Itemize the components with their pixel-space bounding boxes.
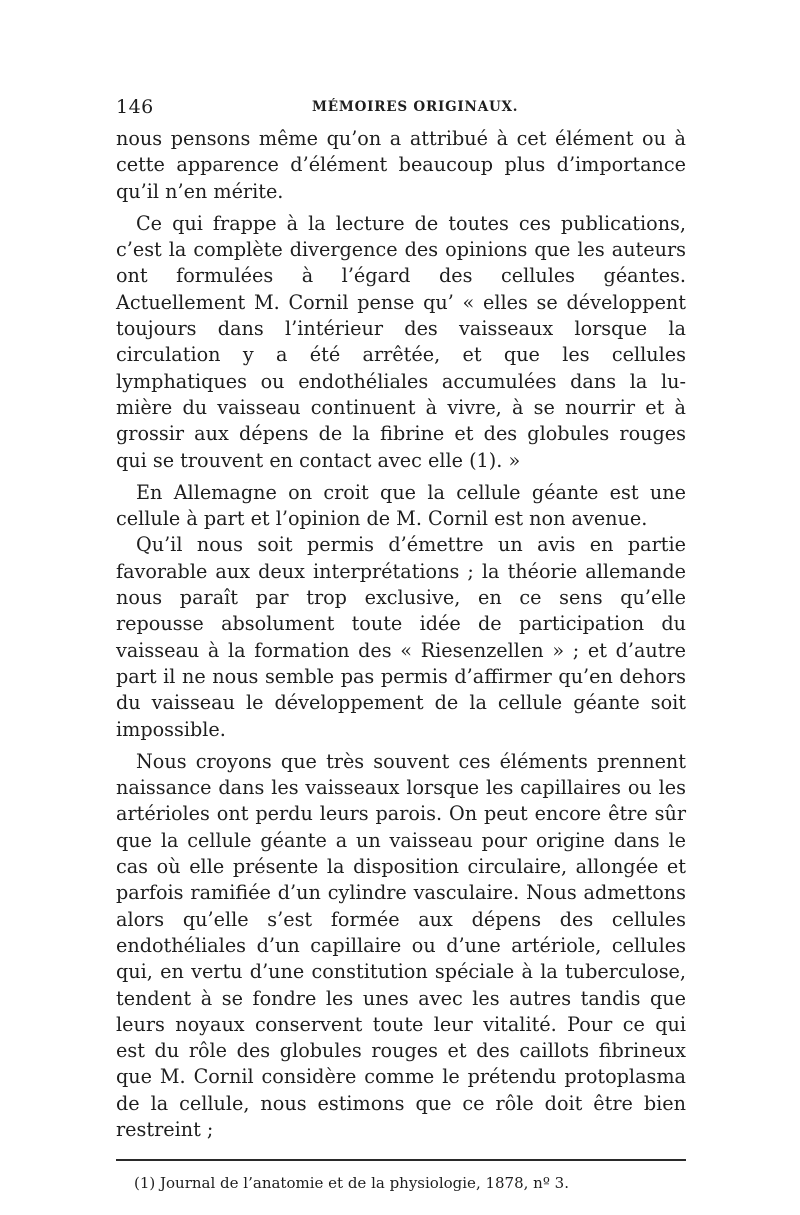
body-text bbox=[116, 126, 686, 1143]
footnote-rule bbox=[116, 1159, 686, 1161]
paragraph-avis: Qu’il nous soit permis d’émettre un avis en partie favorable aux deux interprétations ; la théorie allemande nous paraît par trop exclusive, en ce sens qu’elle repousse absolument toute idée de participation du vaisseau à la formation des « Riesenzellen » ; et d’autre part il ne nous semble pas permis d’affirmer qu’en dehors du vaisseau le développement de la cellule géante soit impossible. bbox=[116, 533, 686, 741]
running-title: MÉMOIRES ORIGINAUX. bbox=[312, 99, 519, 115]
paragraph-continuation: nous pensons même qu’on a attribué à cet élément ou à cette apparence d’élément beaucoup plus d’importance qu’il n’en mérite. bbox=[116, 127, 686, 203]
paragraph-divergence: Ce qui frappe à la lecture de toutes ces publications, c’est la complète divergence des opinions que les auteurs ont formulées à l’égard des cellules géantes. Actuellement M. Cornil pense qu’ « elles se développent toujours dans l’intérieur des vaisseaux lorsque la circulation y a été arrêtée, et que les cellules lymphatiques ou endothéliales accumulées dans la lumière du vaisseau continuent à vivre, à se nourrir et à grossir aux dépens de la fibrine et des globules rouges qui se trouvent en contact avec elle (1). » bbox=[116, 211, 686, 472]
paragraph-allemagne: En Allemagne on croit que la cellule géante est une cellule à part et l’opinion de M. Cornil est non avenue. bbox=[116, 480, 686, 531]
paragraph-croyons: Nous croyons que très souvent ces éléments prennent naissance dans les vaisseaux lorsque les capillaires ou les artérioles ont perdu leurs parois. On peut encore être sûr que la cellule géante a un vaisseau pour origine dans le cas où elle présente la disposition circulaire, allongée et parfois ramifiée d’un cylindre vasculaire. Nous admettons alors qu’elle s’est formée aux dépens des cellules endothéliales d’un capillaire ou d’une artériole, cellules qui, en vertu d’une constitution spéciale à la tuberculose, tendent à se fondre les unes avec les autres tandis que leurs noyaux conservent toute leur vitalité. Pour ce qui est du rôle des globules rouges et des caillots fibrineux que M. Cornil considère comme le prétendu protoplasma de la cellule, nous estimons que ce rôle doit être bien restreint ; bbox=[116, 749, 686, 1141]
running-head bbox=[116, 96, 686, 126]
page-number: 146 bbox=[116, 96, 154, 118]
footnote: (1) Journal de l’anatomie et de la physiologie, 1878, nº 3. bbox=[134, 1174, 569, 1193]
page bbox=[116, 96, 686, 1193]
